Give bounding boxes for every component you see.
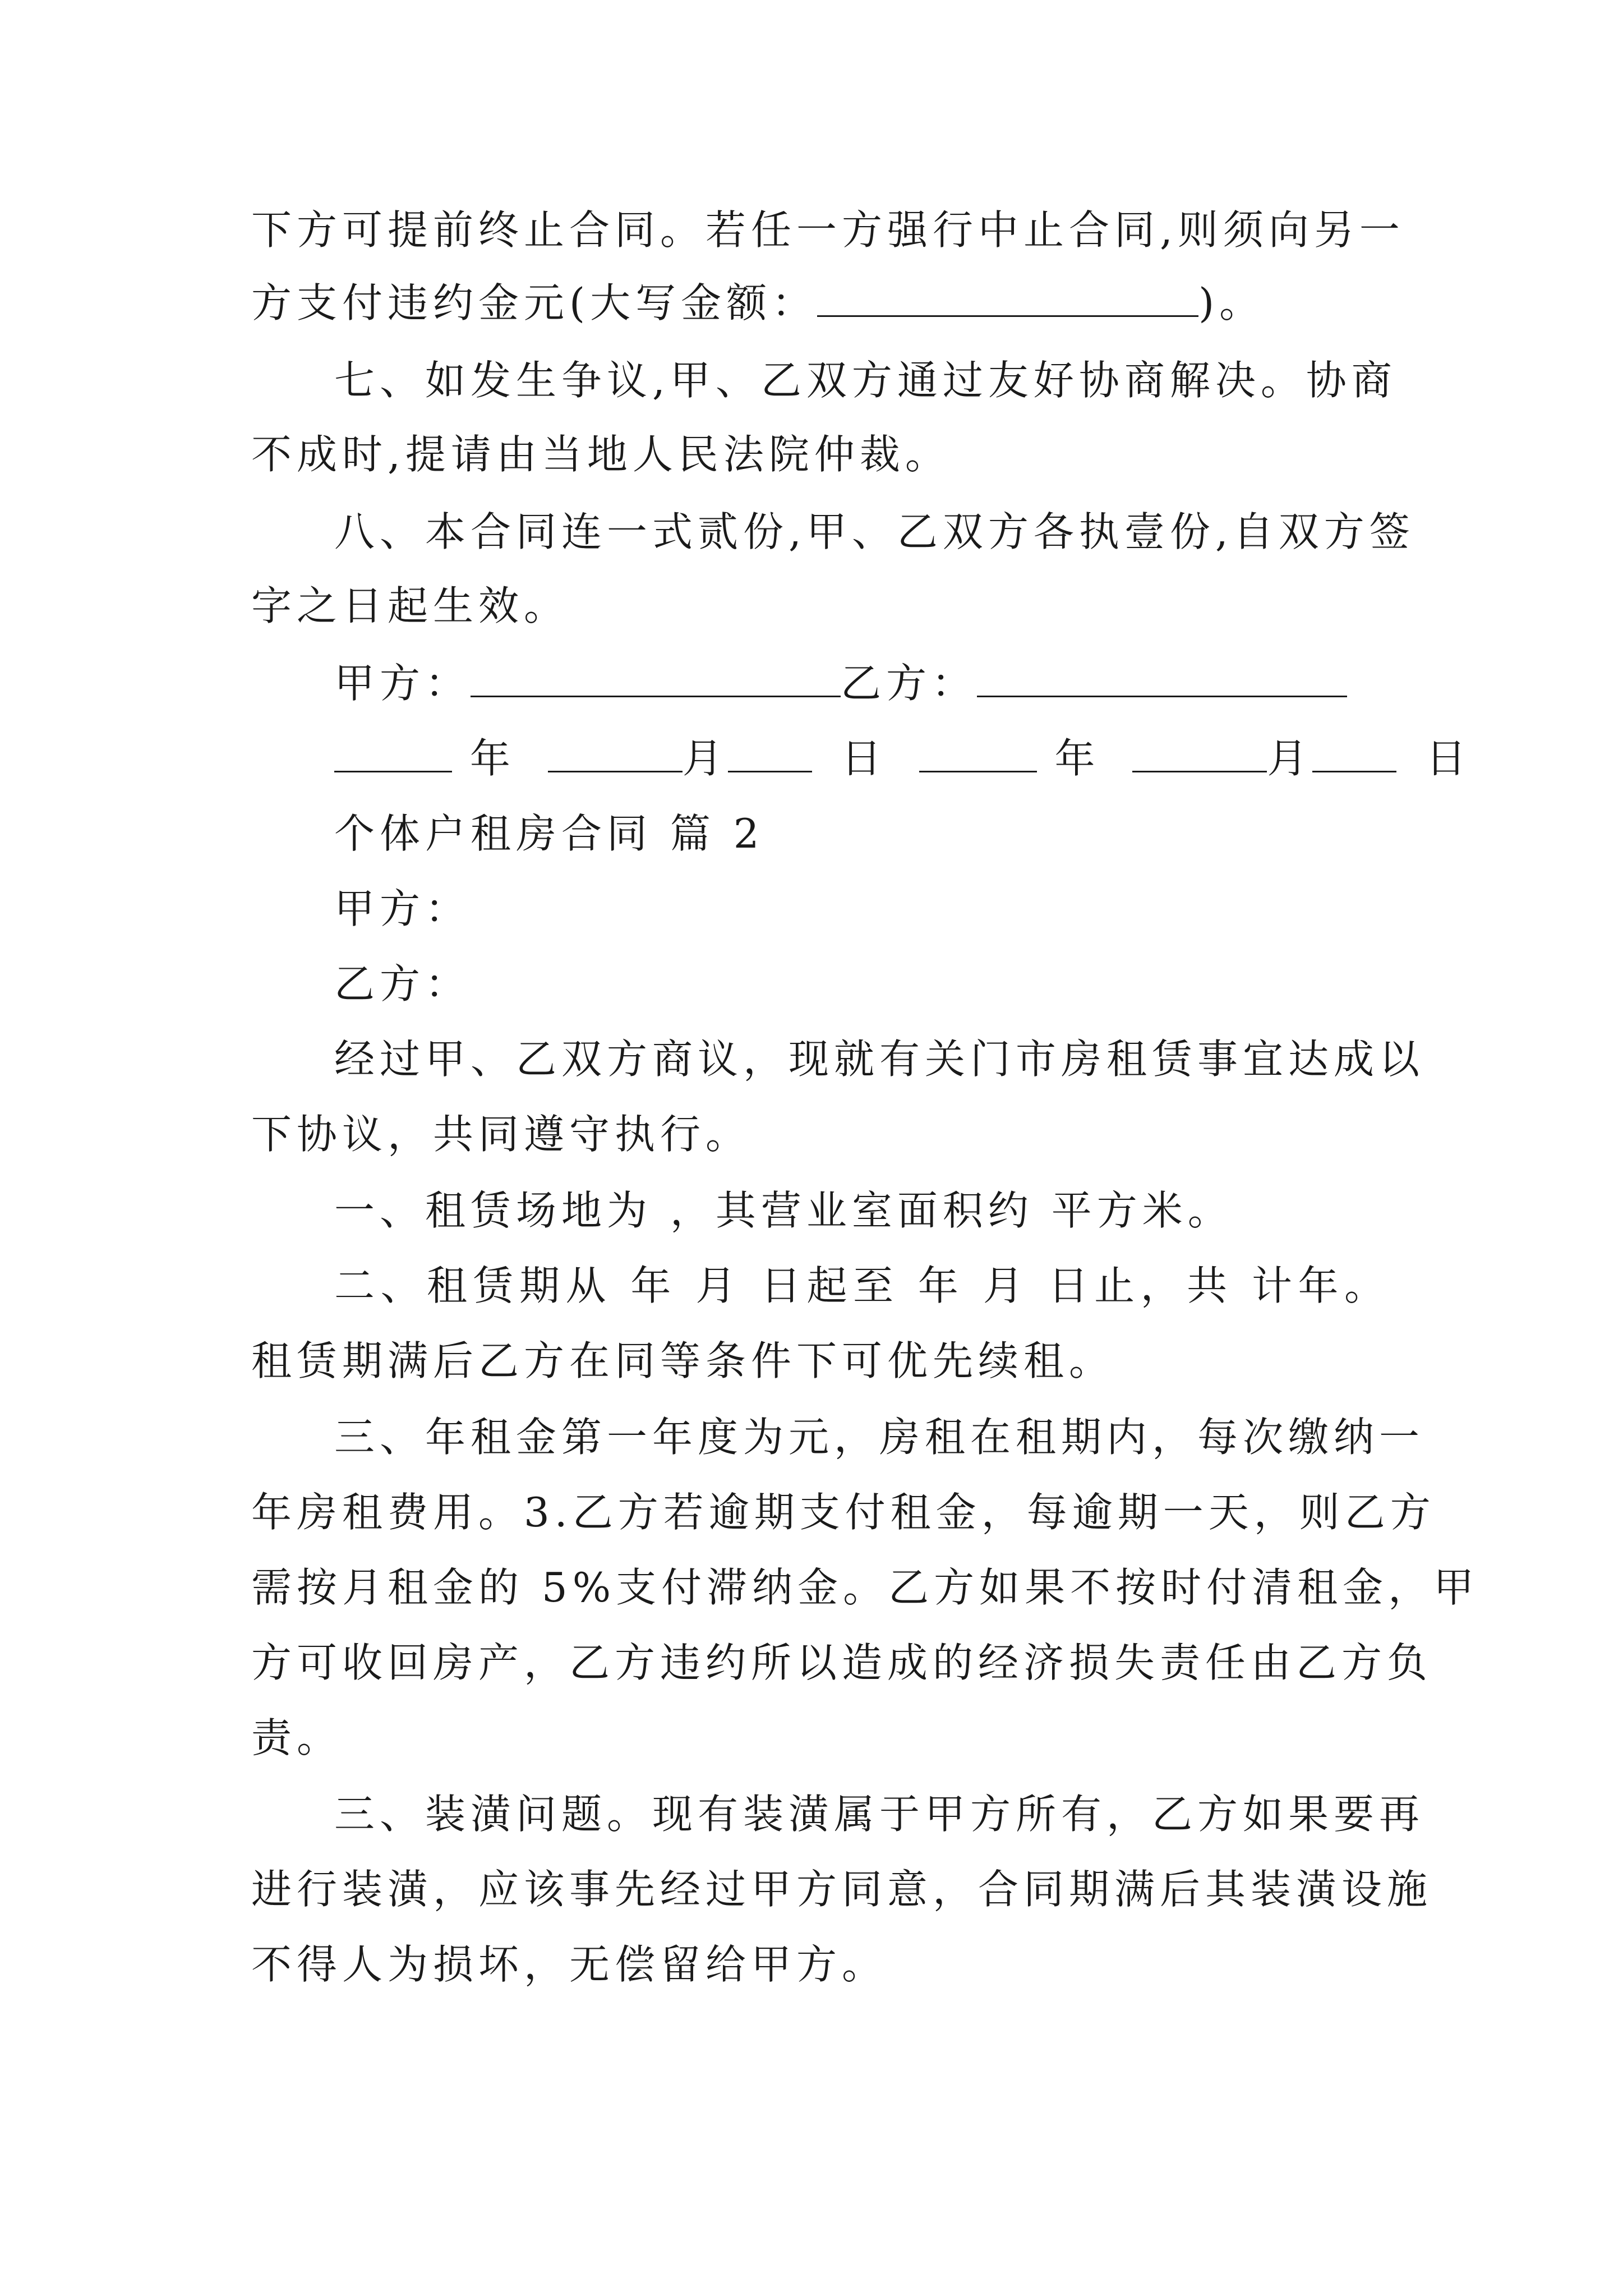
- section-heading: 个体户租房合同 篇 2: [334, 810, 764, 857]
- day-label: 日: [1426, 735, 1472, 782]
- clause-one: 一、租赁场地为 ，其营业室面积约 平方米。: [334, 1187, 1233, 1234]
- text-line: 年房租费用。3.乙方若逾期支付租金，每逾期一天，则乙方: [251, 1489, 1436, 1536]
- party-a-label: 甲方：: [334, 885, 471, 932]
- party-a-sign-blank: [471, 662, 841, 697]
- text-segment: )。: [1198, 279, 1265, 326]
- clause-seven: 七、如发生争议,甲、乙双方通过友好协商解决。协商: [334, 357, 1397, 404]
- year-label: 年: [1054, 735, 1100, 782]
- penalty-line: [251, 275, 1265, 331]
- year-blank: [919, 737, 1037, 772]
- text-line: 责。: [251, 1714, 343, 1761]
- amount-blank: [817, 282, 1198, 317]
- day-label: 日: [841, 735, 887, 782]
- year-label: 年: [469, 735, 515, 782]
- party-b-sign-label: 乙方：: [841, 660, 978, 707]
- paragraph-intro: 经过甲、乙双方商议，现就有关门市房租赁事宜达成以: [334, 1036, 1425, 1083]
- text-line: 需按月租金的 5%支付滞纳金。乙方如果不按时付清租金，甲: [251, 1564, 1479, 1611]
- date-row: [334, 730, 1471, 786]
- clause-eight: 八、本合同连一式贰份,甲、乙双方各执壹份,自双方签: [334, 508, 1415, 555]
- signature-row: [334, 655, 1347, 711]
- text-line: 方可收回房产，乙方违约所以造成的经济损失责任由乙方负: [251, 1639, 1433, 1686]
- clause-two: 二、租赁期从 年 月 日起至 年 月 日止，共 计年。: [334, 1262, 1390, 1309]
- month-label: 月: [682, 735, 728, 782]
- text-line: 字之日起生效。: [251, 582, 570, 629]
- text-line: 进行装潢，应该事先经过甲方同意，合同期满后其装潢设施: [251, 1866, 1433, 1913]
- day-blank: [728, 737, 812, 772]
- party-b-label: 乙方：: [334, 960, 471, 1007]
- clause-three-decoration: 三、装潢问题。现有装潢属于甲方所有，乙方如果要再: [334, 1791, 1425, 1838]
- month-blank: [1132, 737, 1267, 772]
- text-line: 租赁期满后乙方在同等条件下可优先续租。: [251, 1337, 1115, 1384]
- clause-three-rent: 三、年租金第一年度为元，房租在租期内，每次缴纳一: [334, 1414, 1425, 1461]
- party-b-sign-blank: [977, 662, 1347, 697]
- year-blank: [334, 737, 452, 772]
- text-line: 下方可提前终止合同。若任一方强行中止合同,则须向另一: [251, 206, 1405, 254]
- text-line: 不成时,提请由当地人民法院仲裁。: [251, 431, 951, 478]
- text-line: 下协议，共同遵守执行。: [251, 1111, 751, 1158]
- text-line: 不得人为损坏，无偿留给甲方。: [251, 1941, 888, 1988]
- month-blank: [548, 737, 683, 772]
- day-blank: [1312, 737, 1396, 772]
- month-label: 月: [1267, 735, 1313, 782]
- text-segment: 方支付违约金元(大写金额：: [251, 279, 818, 326]
- party-a-sign-label: 甲方：: [334, 660, 471, 707]
